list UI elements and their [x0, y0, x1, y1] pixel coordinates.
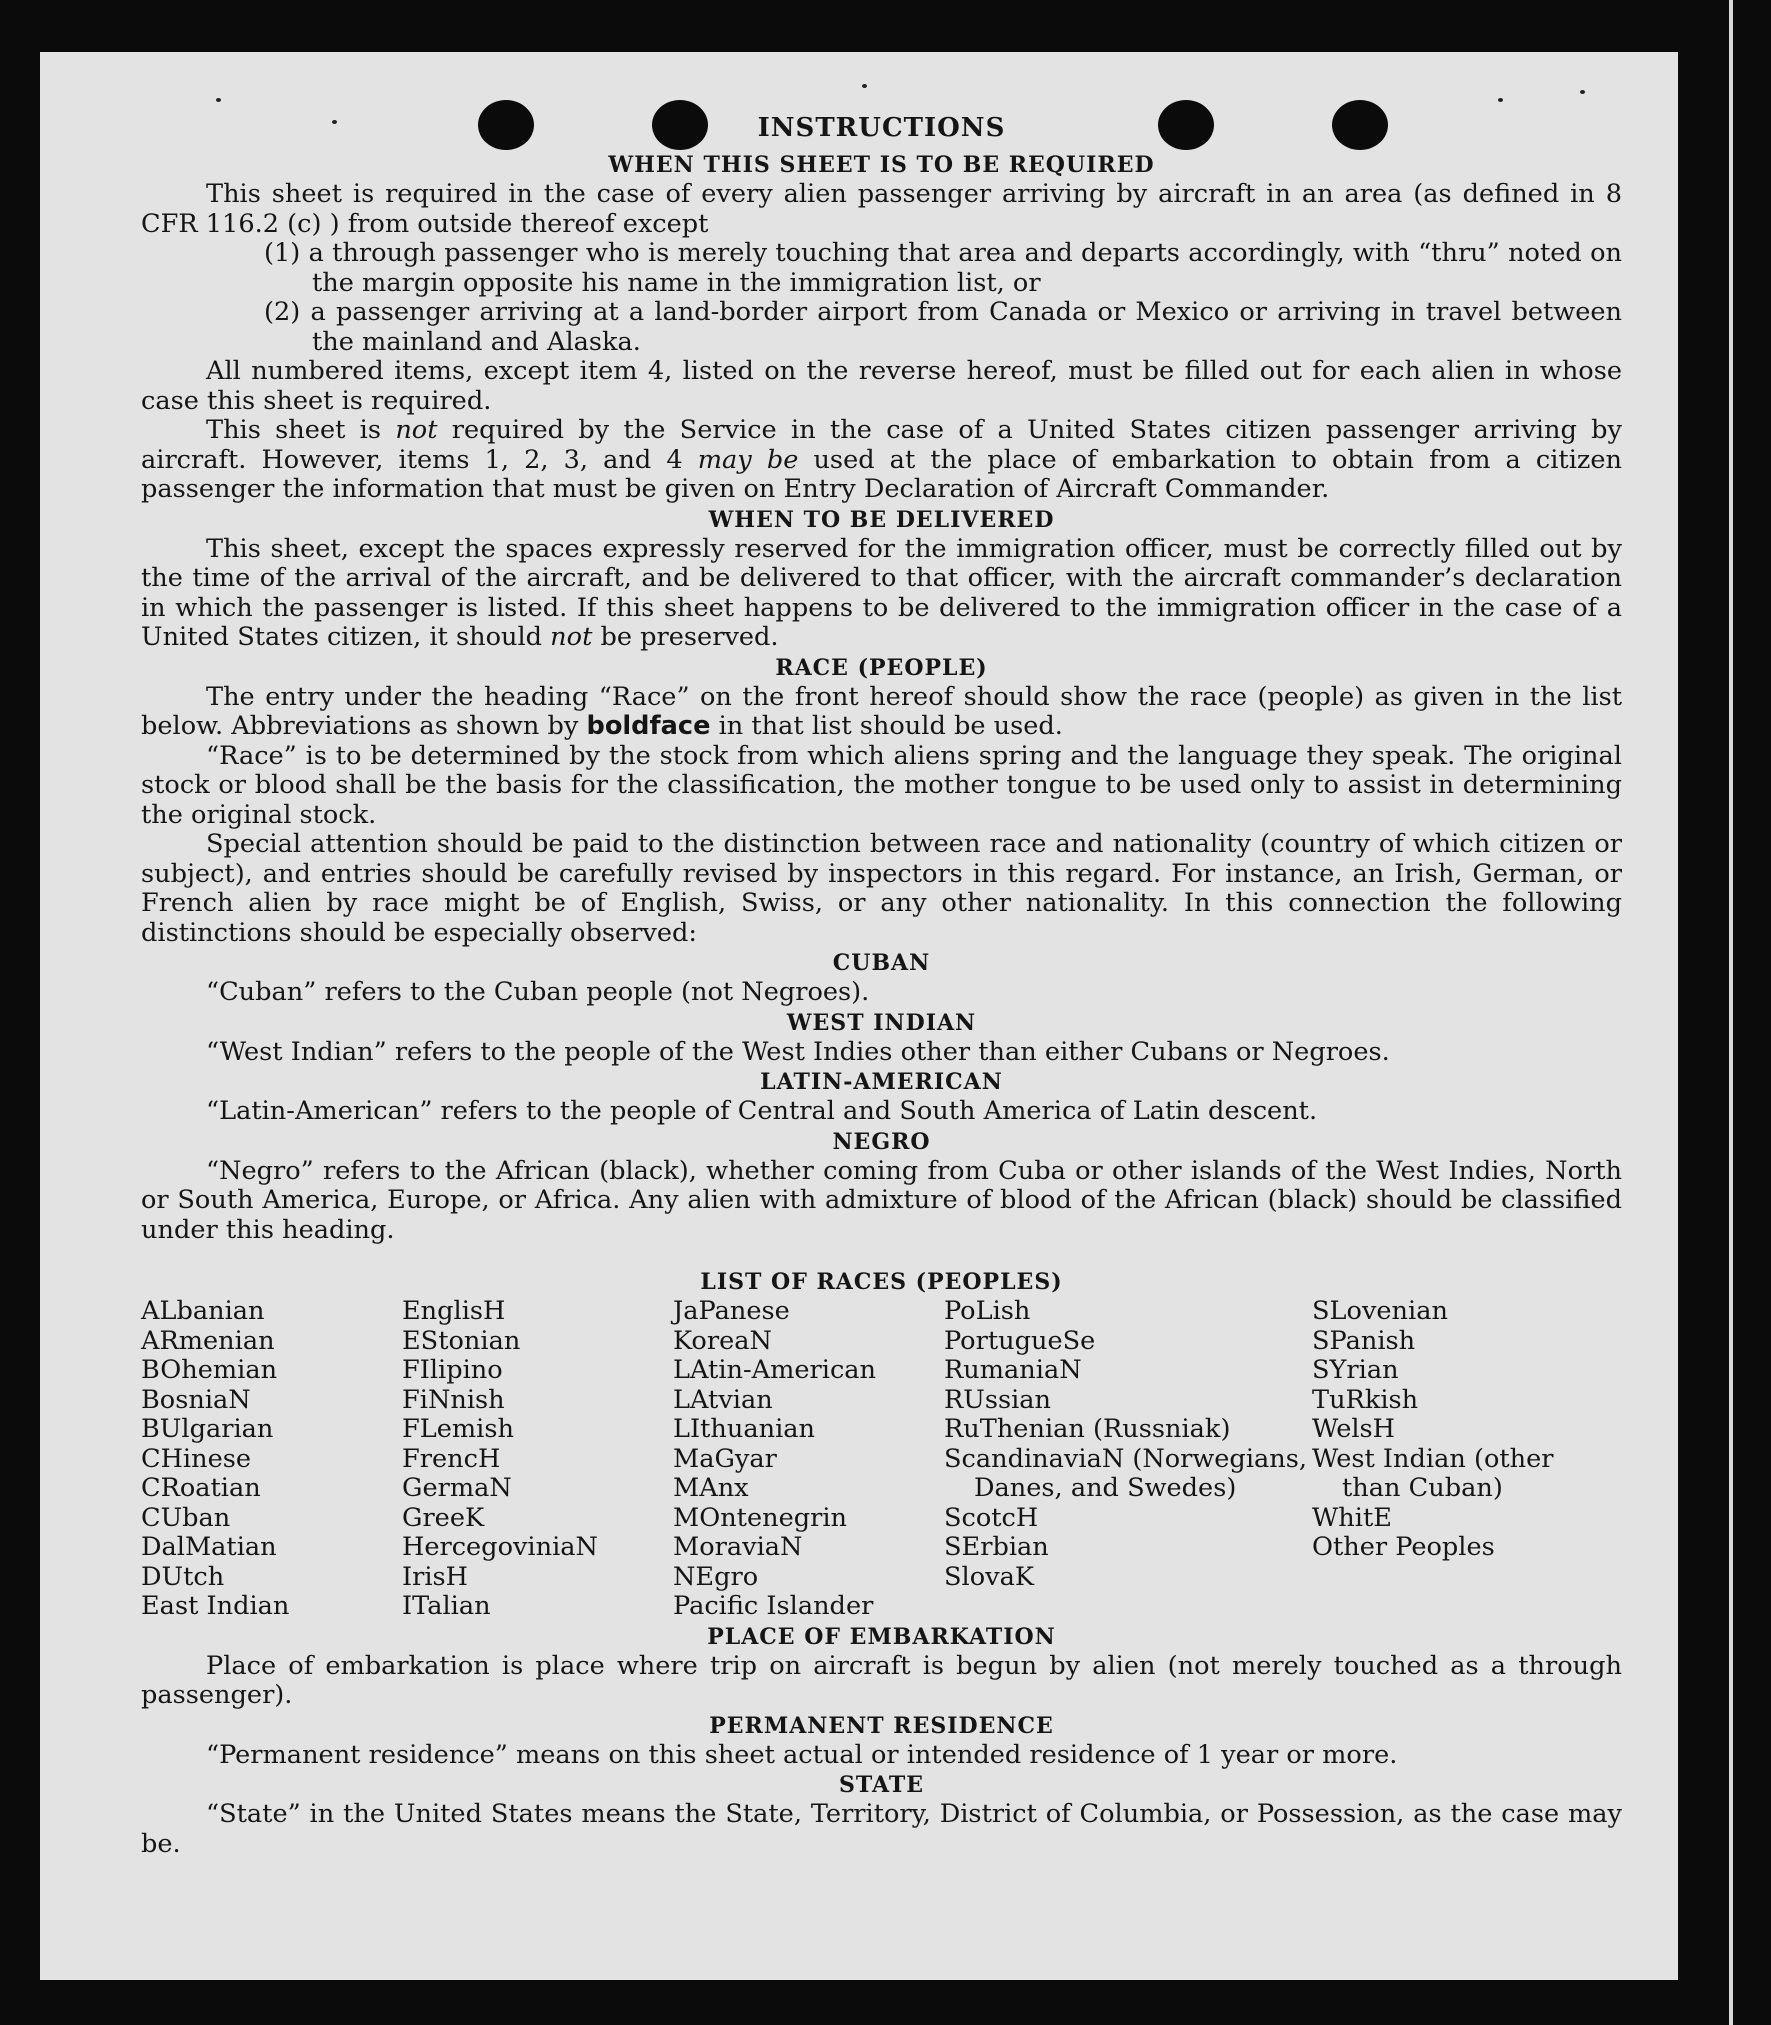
race-entry: ARmenian	[141, 1325, 275, 1356]
heading-cuban: CUBAN	[832, 950, 931, 976]
race-entry: FiNnish	[402, 1384, 505, 1415]
emphasis-may-be: may be	[697, 444, 799, 475]
race-entry: RUssian	[944, 1384, 1052, 1415]
exception-1: (1) a through passenger who is merely touching that area and departs accordingly, with “thru” noted on the margin opposite his name in the immigration list, or	[264, 238, 1622, 298]
race-entry: ScotcH	[944, 1502, 1039, 1533]
speck	[332, 120, 337, 124]
race-entry: ALbanian	[141, 1296, 265, 1326]
paragraph-citizen	[141, 416, 1622, 505]
paragraph-state: “State” in the United States means the State, Territory, District of Columbia, or Possession, as the case may be.	[141, 1799, 1622, 1859]
text-run: in that list should be used.	[710, 711, 1063, 741]
text-run: The entry under the heading “Race” on the front hereof should show the race (people) as given in the list below. Abbreviations as shown by	[141, 681, 1622, 741]
races-list	[141, 1297, 1622, 1622]
race-entry: Other Peoples	[1312, 1532, 1495, 1562]
paragraph-race-nationality: Special attention should be paid to the distinction between race and nationality (country of which citizen or subject), and entries should be carefully revised by inspectors in this regard. For instance, an Irish, German, or French alien by race might be of English, Swiss, or any other nationality. In this connection the following distinctions should be especially observed:	[141, 829, 1622, 948]
heading-west-indian: WEST INDIAN	[786, 1009, 977, 1036]
paragraph-embarkation: Place of embarkation is place where trip on aircraft is begun by alien (not merely touched as a through passenger).	[141, 1650, 1622, 1710]
race-entry: Pacific Islander	[673, 1591, 874, 1621]
races-column-5	[1312, 1297, 1602, 1622]
race-entry: SYrian	[1312, 1355, 1399, 1385]
race-entry: PortugueSe	[944, 1325, 1096, 1356]
race-entry: MaGyar	[673, 1443, 777, 1474]
race-entry: SPanish	[1312, 1325, 1416, 1356]
race-entry: LAtin-American	[673, 1355, 877, 1385]
race-entry: LAtvian	[673, 1384, 773, 1415]
film-frame-edge	[1729, 0, 1733, 2025]
race-entry: MAnx	[673, 1473, 749, 1503]
heading-permanent-residence: PERMANENT RESIDENCE	[709, 1712, 1054, 1739]
race-entry: BOhemian	[141, 1355, 278, 1385]
punch-hole	[1332, 100, 1388, 150]
page-title: INSTRUCTIONS	[757, 113, 1006, 143]
race-entry: LIthuanian	[673, 1414, 816, 1444]
text-run: This sheet, except the spaces expressly reserved for the immigration officer, must be correctly filled out by the time of the arrival of the aircraft, and be delivered to that officer, with the aircraft commander’s declaration in which the passenger is listed. If this sheet happens to be delivered to the immigration officer in the case of a United States citizen, it should	[141, 533, 1622, 652]
speck	[1498, 98, 1503, 102]
race-entry: BUlgarian	[141, 1414, 274, 1444]
race-entry: West Indian (other than Cuban)	[1312, 1443, 1554, 1503]
speck	[862, 84, 867, 88]
races-column-4	[944, 1297, 1312, 1622]
race-entry: East Indian	[141, 1591, 290, 1621]
text-run: This sheet is	[206, 415, 396, 445]
races-column-2	[402, 1297, 673, 1622]
instruction-sheet	[40, 52, 1678, 1980]
definition-latin-american: “Latin-American” refers to the people of Central and South America of Latin descent.	[206, 1096, 1318, 1126]
heading-state: STATE	[838, 1772, 925, 1798]
heading-list-of-races: LIST OF RACES (PEOPLES)	[700, 1269, 1063, 1295]
heading-embarkation: PLACE OF EMBARKATION	[707, 1623, 1056, 1650]
emphasis-not: not	[550, 622, 593, 652]
race-entry: RuThenian (Russniak)	[944, 1414, 1231, 1444]
race-entry: CUban	[141, 1502, 231, 1533]
exception-2: (2) a passenger arriving at a land-border airport from Canada or Mexico or arriving in travel between the mainland and Alaska.	[264, 297, 1622, 357]
race-entry: FrencH	[402, 1443, 501, 1474]
race-entry: EnglisH	[402, 1296, 506, 1326]
race-entry: HercegoviniaN	[402, 1532, 598, 1562]
heading-when-required: WHEN THIS SHEET IS TO BE REQUIRED	[608, 152, 1155, 178]
race-entry: CHinese	[141, 1443, 251, 1474]
heading-when-delivered: WHEN TO BE DELIVERED	[708, 506, 1055, 533]
races-column-1	[141, 1297, 402, 1622]
race-entry: ITalian	[402, 1591, 491, 1621]
race-entry: SErbian	[944, 1532, 1049, 1562]
race-entry: NEgro	[673, 1561, 759, 1592]
races-column-3	[673, 1297, 944, 1622]
paragraph-when-required-intro: This sheet is required in the case of every alien passenger arriving by aircraft in an area (as defined in 8 CFR 116.2 (c) ) from outside thereof except	[141, 179, 1622, 239]
heading-race: RACE (PEOPLE)	[775, 654, 988, 681]
race-entry: PoLish	[944, 1296, 1031, 1326]
definition-west-indian: “West Indian” refers to the people of the West Indies other than either Cubans or Negroes.	[206, 1036, 1390, 1067]
race-entry: SLovenian	[1312, 1296, 1448, 1326]
punch-hole	[478, 100, 534, 150]
race-entry: JaPanese	[673, 1296, 790, 1326]
race-entry: MOntenegrin	[673, 1502, 848, 1533]
race-entry: ScandinaviaN (Norwegians, Danes, and Swedes)	[944, 1443, 1308, 1503]
spacer	[141, 1245, 1622, 1267]
text-run: required by the Service in the case of a United States citizen passenger arriving by aircraft. However, items 1, 2, 3, and 4	[141, 415, 1623, 475]
speck	[1580, 90, 1585, 94]
race-entry: SlovaK	[944, 1561, 1034, 1592]
race-entry: GermaN	[402, 1473, 512, 1503]
race-entry: KoreaN	[673, 1325, 772, 1356]
race-entry: FIlipino	[402, 1355, 503, 1385]
text-run: used at the place of embarkation to obtain from a citizen passenger the information that must be given on Entry Declaration of Aircraft Commander.	[141, 444, 1622, 504]
race-entry: DalMatian	[141, 1532, 277, 1562]
paragraph-race-stock: “Race” is to be determined by the stock from which aliens spring and the language they speak. The original stock or blood shall be the basis for the classification, the mother tongue to be used only to assist in determining the original stock.	[141, 740, 1622, 830]
race-entry: CRoatian	[141, 1473, 261, 1503]
punch-hole	[652, 100, 708, 150]
race-entry: FLemish	[402, 1414, 514, 1444]
race-entry: BosniaN	[141, 1384, 251, 1415]
race-entry: WhitE	[1312, 1502, 1392, 1533]
race-entry: DUtch	[141, 1561, 225, 1592]
text-run: be preserved.	[592, 622, 779, 652]
race-entry: WelsH	[1312, 1414, 1396, 1444]
heading-latin-american: LATIN-AMERICAN	[760, 1069, 1003, 1095]
definition-cuban: “Cuban” refers to the Cuban people (not Negroes).	[206, 977, 870, 1007]
paragraph-permanent-residence: “Permanent residence” means on this sheet actual or intended residence of 1 year or more.	[206, 1739, 1398, 1770]
race-entry: TuRkish	[1312, 1384, 1419, 1415]
paragraph-race-entry	[141, 683, 1622, 742]
punch-hole	[1158, 100, 1214, 150]
emphasis-not: not	[395, 415, 438, 445]
heading-negro: NEGRO	[832, 1128, 931, 1155]
boldface-word: boldface	[586, 711, 711, 741]
definition-negro: “Negro” refers to the African (black), whether coming from Cuba or other islands of the West Indies, North or South America, Europe, or Africa. Any alien with admixture of blood of the African (black) should be classified under this heading.	[141, 1155, 1622, 1245]
speck	[216, 98, 221, 102]
paragraph-numbered-items: All numbered items, except item 4, listed on the reverse hereof, must be filled out for each alien in whose case this sheet is required.	[141, 356, 1622, 416]
race-entry: IrisH	[402, 1561, 468, 1592]
race-entry: RumaniaN	[944, 1355, 1082, 1385]
race-entry: MoraviaN	[673, 1532, 803, 1562]
race-entry: GreeK	[402, 1502, 485, 1533]
paragraph-when-delivered	[141, 535, 1622, 653]
race-entry: EStonian	[402, 1325, 521, 1356]
